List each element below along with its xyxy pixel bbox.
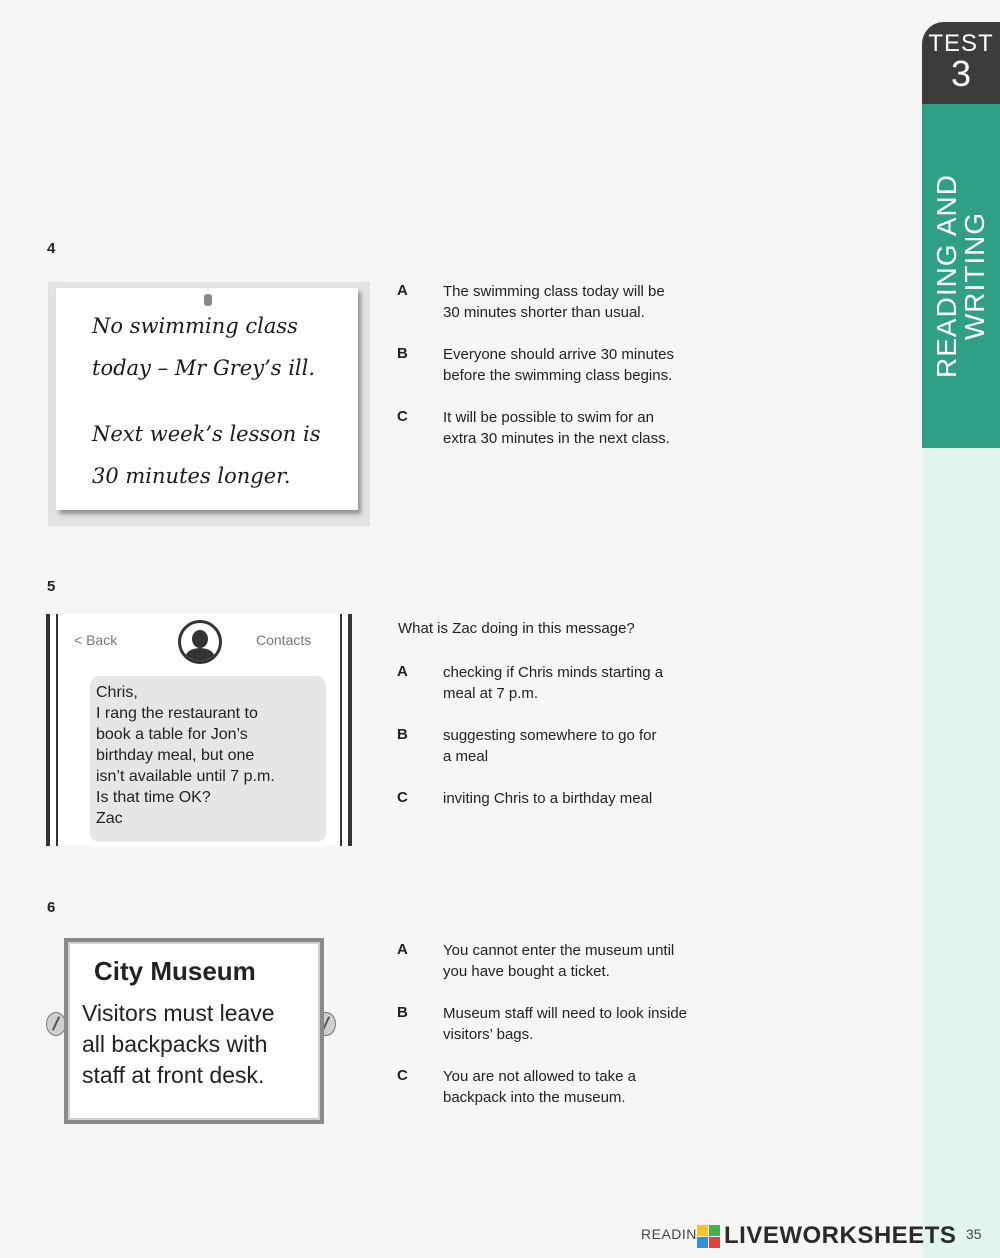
q6-option-c-letter[interactable]: C: [397, 1067, 408, 1084]
q4-option-c-letter[interactable]: C: [397, 408, 408, 425]
notice-paper: [56, 288, 358, 510]
q4-option-a-text[interactable]: The swimming class today will be 30 minutes shorter than usual.: [443, 283, 665, 321]
q5-option-a-letter[interactable]: A: [397, 663, 408, 680]
notice-line: today – Mr Grey’s ill.: [92, 356, 316, 380]
q4-option-a-letter[interactable]: A: [397, 282, 408, 299]
sign-title: City Museum: [94, 956, 256, 986]
message-line: book a table for Jon’s: [96, 726, 248, 743]
q6-option-a-letter[interactable]: A: [397, 941, 408, 958]
contacts-link: Contacts: [256, 632, 312, 648]
message-line: I rang the restaurant to: [96, 705, 258, 722]
back-link: < Back: [74, 632, 118, 648]
message-line: Zac: [96, 810, 123, 827]
q6-option-c-text[interactable]: You are not allowed to take a backpack into the museum.: [443, 1068, 636, 1106]
q5-option-c-letter[interactable]: C: [397, 789, 408, 806]
message-line: birthday meal, but one: [96, 747, 255, 764]
message-line: Chris,: [96, 684, 138, 701]
footer-section-label: READIN: [641, 1226, 697, 1242]
notice-line: No swimming class: [92, 314, 298, 338]
q5-option-a-text[interactable]: checking if Chris minds starting a meal at 7 p.m.: [443, 664, 664, 702]
notice-line: 30 minutes longer.: [92, 464, 291, 488]
q5-option-c-text[interactable]: inviting Chris to a birthday meal: [443, 790, 653, 807]
q4-option-b-text[interactable]: Everyone should arrive 30 minutes before the swimming class begins.: [443, 346, 674, 384]
test-number: 3: [950, 53, 972, 94]
message-line: Is that time OK?: [96, 789, 211, 806]
q5-option-b-letter[interactable]: B: [397, 726, 408, 743]
test-label: TEST: [928, 30, 994, 57]
q6-option-a-text[interactable]: You cannot enter the museum until you have bought a ticket.: [443, 942, 675, 980]
q4-option-b-letter[interactable]: B: [397, 345, 408, 362]
notice-line: Next week’s lesson is: [92, 422, 321, 446]
pin-icon: [204, 294, 212, 306]
question-number-5: 5: [47, 578, 56, 595]
page-number: 35: [966, 1226, 982, 1242]
section-label: READING AND WRITING: [931, 174, 990, 378]
q6-option-b-letter[interactable]: B: [397, 1004, 408, 1021]
q5-question: What is Zac doing in this message?: [398, 620, 635, 637]
q4-option-c-text[interactable]: It will be possible to swim for an extra 30 minutes in the next class.: [443, 409, 670, 447]
question-number-6: 6: [47, 899, 56, 916]
question-number-4: 4: [47, 240, 56, 257]
phone-message: [46, 614, 352, 846]
message-line: isn’t available until 7 p.m.: [96, 768, 275, 785]
test-tab: [922, 22, 1000, 104]
museum-sign: [64, 938, 324, 1124]
section-tab: [922, 104, 1000, 448]
swimming-notice: [48, 282, 370, 526]
liveworksheets-badge-icon: [697, 1225, 721, 1249]
message-bubble: [90, 676, 326, 842]
liveworksheets-logo: LIVEWORKSHEETS: [724, 1222, 957, 1249]
q6-option-b-text[interactable]: Museum staff will need to look inside visitors’ bags.: [443, 1005, 688, 1043]
screw-icon: [46, 1012, 66, 1036]
avatar-icon: [178, 620, 222, 664]
q5-option-b-text[interactable]: suggesting somewhere to go for a meal: [443, 727, 657, 765]
sign-text: Visitors must leave all backpacks with staff at front desk.: [82, 1000, 275, 1088]
